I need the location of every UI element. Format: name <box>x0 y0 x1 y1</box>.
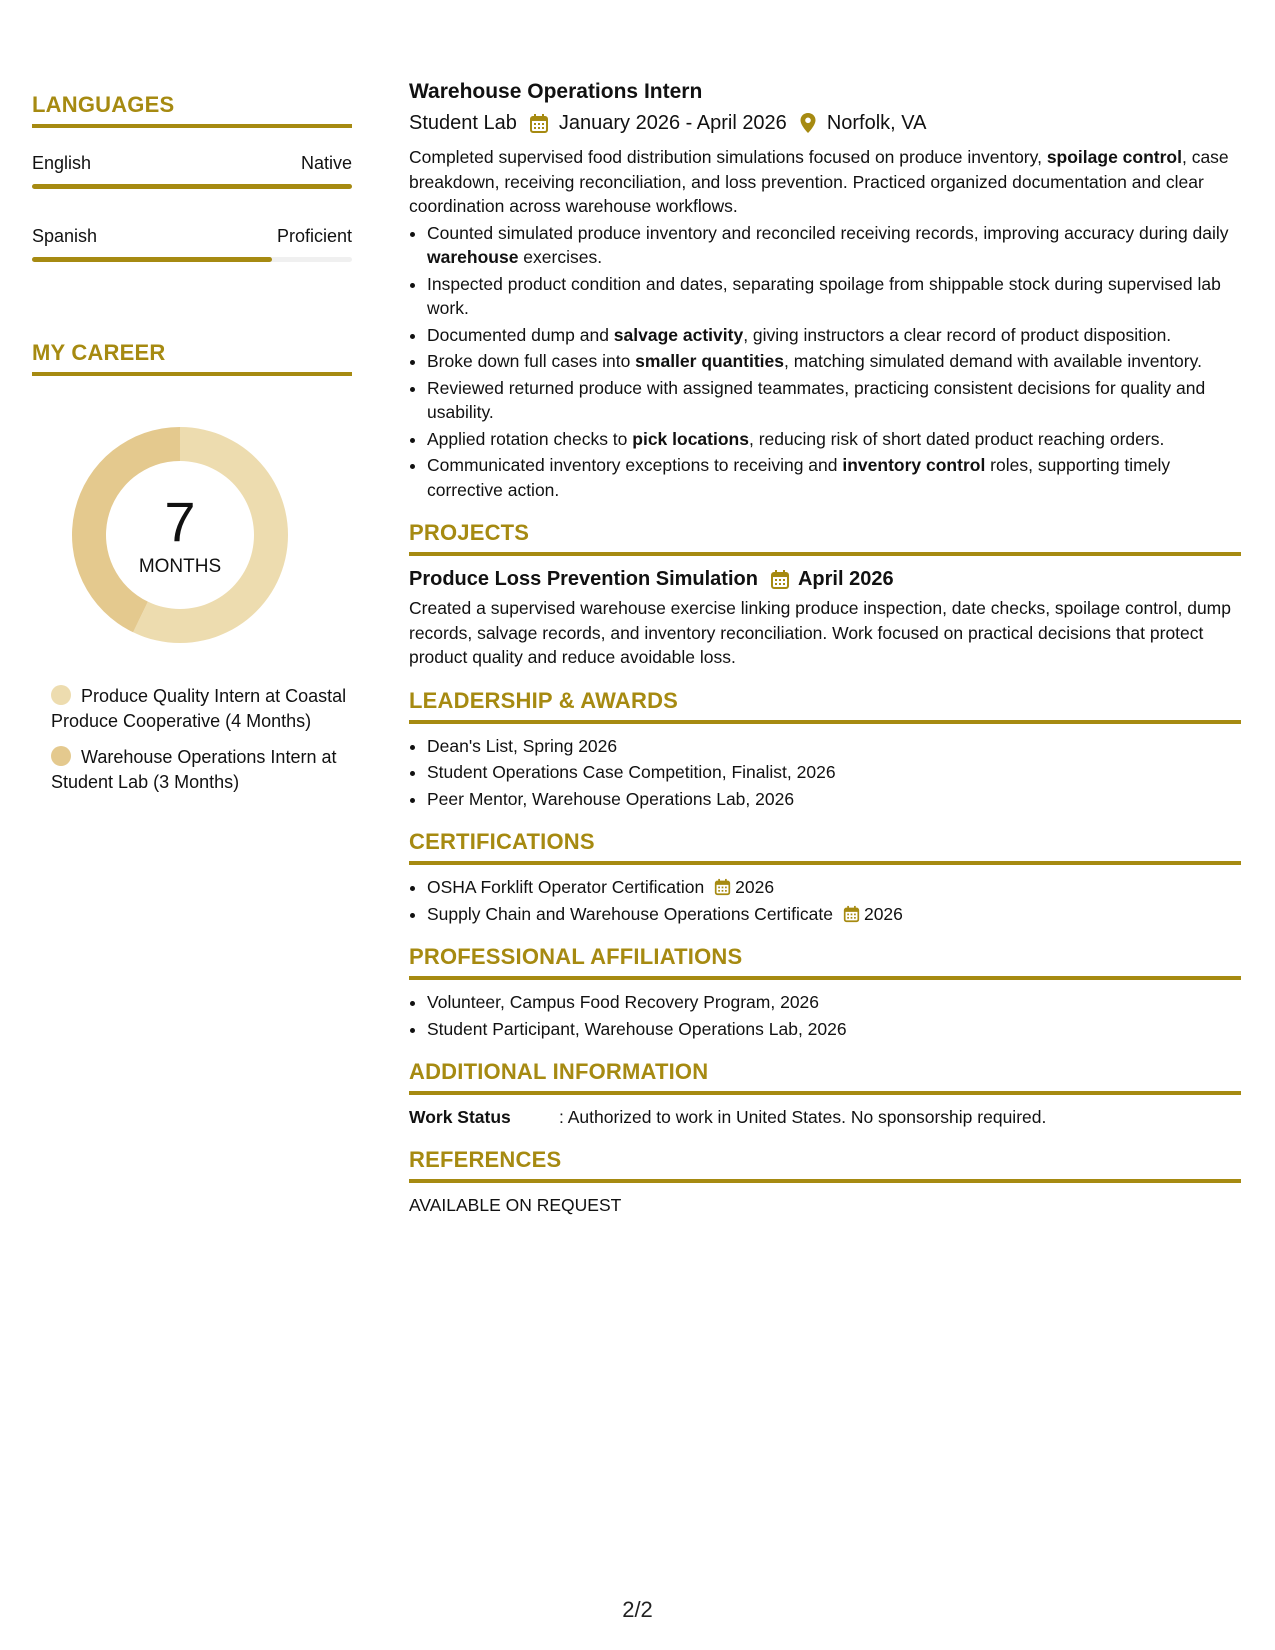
section-divider <box>409 1091 1241 1095</box>
career-donut-chart <box>65 420 295 650</box>
list-item: • Student Operations Case Competition, Finalist, 2026 <box>427 760 1241 785</box>
list-item: • Volunteer, Campus Food Recovery Program, 2026 <box>427 990 1241 1015</box>
job-dates: January 2026 - April 2026 <box>558 112 787 134</box>
left-column <box>32 92 352 806</box>
job-title: Warehouse Operations Intern <box>409 80 703 103</box>
project-header <box>409 566 1241 592</box>
language-proficiency-bar <box>32 184 352 189</box>
calendar-icon <box>770 569 790 590</box>
list-item: • Dean's List, Spring 2026 <box>427 734 1241 759</box>
job-location: Norfolk, VA <box>826 112 927 134</box>
additional-info-section <box>409 1059 1241 1129</box>
list-item <box>427 875 1241 900</box>
job-bullet <box>427 376 1241 425</box>
leadership-section <box>409 688 1241 812</box>
bullet-keyword: smaller quantities <box>635 351 784 371</box>
bullet-text: Documented dump and <box>427 324 614 345</box>
certification-name: Supply Chain and Warehouse Operations Certificate <box>427 903 833 924</box>
section-divider <box>32 372 352 376</box>
job-bullet <box>427 221 1241 270</box>
bullet-text: exercises. <box>518 247 603 267</box>
section-divider <box>32 124 352 128</box>
job-bullet <box>427 272 1241 321</box>
legend-item <box>32 684 351 733</box>
project-date: April 2026 <box>797 568 894 590</box>
work-status-row <box>409 1105 1241 1129</box>
certifications-section <box>409 829 1241 926</box>
section-divider <box>409 976 1241 980</box>
bullet-text: Reviewed returned produce with assigned teammates, practicing consistent decisions for quality and usability. <box>427 377 1206 422</box>
bullet-keyword: inventory control <box>842 455 986 475</box>
bullet-text: Broke down full cases into <box>427 351 636 371</box>
certification-name: OSHA Forklift Operator Certification <box>427 877 705 897</box>
job-meta <box>409 109 1241 137</box>
project-description: Created a supervised warehouse exercise linking produce inspection, date checks, spoilage control, dump records, salvage records, and inventory reconciliation. Work focused on practical decisions that protect product quality and reduce avoidable loss. <box>409 598 1231 667</box>
summary-text: Completed supervised food distribution simulations focused on produce inventory, <box>409 147 1047 167</box>
summary-keyword: spoilage control <box>1046 147 1182 167</box>
legend-label: Warehouse Operations Intern at Student Lab (3 Months) <box>51 747 337 792</box>
language-proficiency-bar <box>32 257 352 262</box>
list-item: • Student Participant, Warehouse Operations Lab, 2026 <box>427 1017 1241 1042</box>
career-heading: MY CAREER <box>32 340 166 365</box>
bullet-text: , matching simulated demand with available inventory. <box>783 351 1202 371</box>
job-bullet <box>427 427 1241 452</box>
affiliations-heading: PROFESSIONAL AFFILIATIONS <box>409 944 743 969</box>
career-total-value: 7 <box>164 490 196 553</box>
page-number: 2/2 <box>622 1597 653 1622</box>
bullet-text: , giving instructors a clear record of product disposition. <box>743 324 1172 345</box>
career-total-unit: MONTHS <box>138 556 222 577</box>
career-section <box>32 340 352 794</box>
job-summary <box>409 145 1241 219</box>
project-name: Produce Loss Prevention Simulation <box>409 568 758 590</box>
language-item <box>32 225 352 262</box>
certification-year: 2026 <box>735 877 775 897</box>
calendar-icon <box>714 878 731 896</box>
company-name: Student Lab <box>409 112 517 134</box>
bullet-text: roles, supporting timely corrective action. <box>427 455 1171 500</box>
certifications-heading: CERTIFICATIONS <box>409 829 595 854</box>
legend-swatch <box>51 746 71 766</box>
legend-label: Produce Quality Intern at Coastal Produce Cooperative (4 Months) <box>51 686 347 731</box>
work-status-value: : Authorized to work in United States. No sponsorship required. <box>559 1107 1047 1127</box>
work-status-label: Work Status <box>409 1107 511 1127</box>
section-divider <box>409 720 1241 724</box>
job-bullets <box>409 221 1241 503</box>
language-level: Native <box>300 153 352 173</box>
bullet-keyword: salvage activity <box>613 324 744 345</box>
section-divider <box>409 1179 1241 1183</box>
leadership-list <box>409 734 1241 812</box>
references-heading: REFERENCES <box>409 1147 562 1172</box>
affiliations-section <box>409 944 1241 1041</box>
proficiency-fill <box>32 184 352 189</box>
bullet-text: Communicated inventory exceptions to receiving and <box>427 455 843 475</box>
language-name: Spanish <box>32 226 98 246</box>
bullet-text: , reducing risk of short dated product reaching orders. <box>748 428 1165 449</box>
references-text: AVAILABLE ON REQUEST <box>409 1195 622 1215</box>
bullet-keyword: warehouse <box>427 247 519 267</box>
projects-heading: PROJECTS <box>409 520 530 545</box>
calendar-icon <box>843 905 860 923</box>
projects-section <box>409 520 1241 670</box>
job-bullet <box>427 349 1241 374</box>
certifications-list <box>409 875 1241 926</box>
additional-info-heading: ADDITIONAL INFORMATION <box>409 1059 709 1084</box>
references-section <box>409 1147 1241 1218</box>
list-item: • Peer Mentor, Warehouse Operations Lab, 2026 <box>427 787 1241 812</box>
affiliations-list <box>409 990 1241 1041</box>
location-pin-icon <box>799 112 817 134</box>
language-item <box>32 152 352 189</box>
right-column <box>409 78 1241 1218</box>
languages-section <box>32 92 352 262</box>
bullet-keyword: pick locations <box>632 428 749 449</box>
section-divider <box>409 861 1241 865</box>
legend-item <box>32 745 351 794</box>
summary-text: , case breakdown, receiving reconciliation, and loss prevention. Practiced organized documentation and clear coordination across warehouse workflows. <box>409 147 1229 216</box>
bullet-text: Inspected product condition and dates, separating spoilage from shippable stock during supervised lab work. <box>427 273 1221 318</box>
list-item <box>427 902 1241 927</box>
languages-heading: LANGUAGES <box>32 92 175 117</box>
certification-year: 2026 <box>863 903 903 924</box>
experience-entry <box>409 78 1241 502</box>
career-legend <box>32 684 352 794</box>
language-level: Proficient <box>276 226 352 246</box>
bullet-text: Applied rotation checks to <box>427 428 633 449</box>
bullet-text: Counted simulated produce inventory and reconciled receiving records, improving accuracy during daily <box>427 222 1229 243</box>
job-bullet <box>427 323 1241 348</box>
job-bullet <box>427 453 1241 502</box>
calendar-icon <box>529 113 549 134</box>
language-name: English <box>32 153 92 173</box>
leadership-heading: LEADERSHIP & AWARDS <box>409 687 679 713</box>
section-divider <box>409 552 1241 556</box>
proficiency-fill <box>32 257 272 262</box>
legend-swatch <box>51 685 71 705</box>
